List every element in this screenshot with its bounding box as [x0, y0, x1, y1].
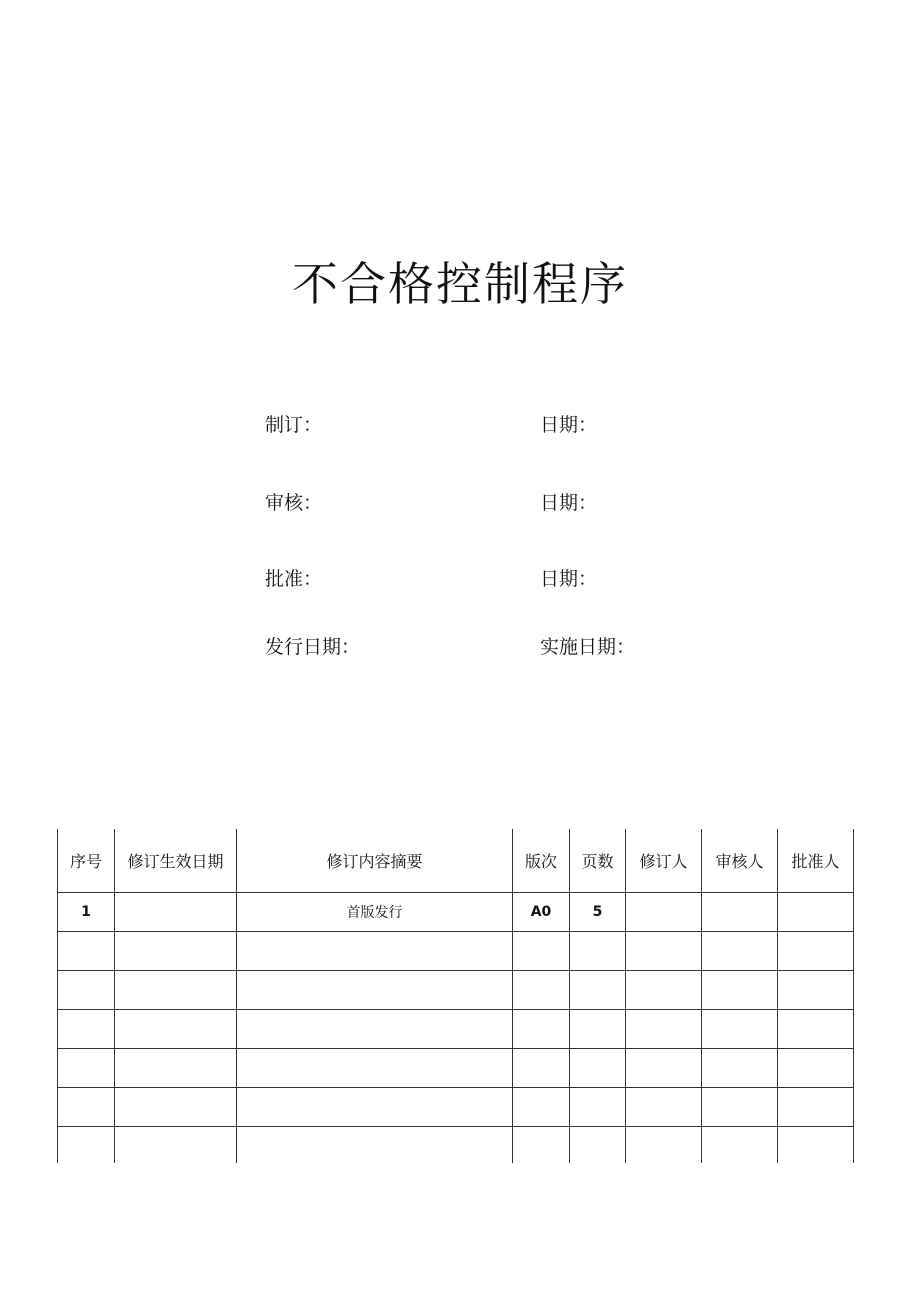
header-seq: 序号 — [58, 829, 115, 893]
table-cell — [626, 1049, 702, 1088]
table-cell — [702, 971, 778, 1010]
table-cell — [702, 932, 778, 971]
draft-label: 制订： — [265, 414, 323, 436]
table-cell — [778, 1088, 854, 1127]
table-cell — [570, 971, 626, 1010]
table-cell — [778, 1049, 854, 1088]
table-cell — [58, 1127, 115, 1164]
table-cell — [513, 971, 570, 1010]
table-cell — [778, 1127, 854, 1164]
table-cell — [237, 932, 513, 971]
table-cell — [702, 893, 778, 932]
table-cell — [237, 1088, 513, 1127]
table-row — [58, 1049, 854, 1088]
table-cell — [115, 1127, 237, 1164]
table-cell: 首版发行 — [237, 893, 513, 932]
table-cell — [513, 1088, 570, 1127]
effective-date-label: 实施日期： — [540, 636, 636, 658]
issue-date-label: 发行日期： — [265, 636, 361, 658]
table-cell — [58, 1088, 115, 1127]
table-cell — [58, 1049, 115, 1088]
table-cell — [58, 971, 115, 1010]
header-pages: 页数 — [570, 829, 626, 893]
table-cell — [115, 1088, 237, 1127]
table-row — [58, 1127, 854, 1164]
approve-date-label: 日期： — [540, 568, 598, 590]
table-cell — [702, 1010, 778, 1049]
table-cell — [778, 971, 854, 1010]
table-row — [58, 1088, 854, 1127]
table-cell — [702, 1049, 778, 1088]
table-header-row — [58, 829, 854, 893]
table-cell — [778, 932, 854, 971]
table-cell — [570, 1049, 626, 1088]
table-row — [58, 893, 854, 932]
table-cell — [115, 971, 237, 1010]
table-cell — [626, 932, 702, 971]
table-cell — [570, 932, 626, 971]
table-cell — [778, 1010, 854, 1049]
table-cell — [626, 1010, 702, 1049]
table-cell — [237, 1010, 513, 1049]
table-cell — [513, 1049, 570, 1088]
header-approver: 批准人 — [778, 829, 854, 893]
review-date-label: 日期： — [540, 492, 598, 514]
table-cell — [626, 893, 702, 932]
approve-label: 批准： — [265, 568, 323, 590]
table-cell — [513, 1010, 570, 1049]
table-row — [58, 1010, 854, 1049]
table-cell — [778, 893, 854, 932]
document-title: 不合格控制程序 — [292, 257, 628, 311]
table-cell — [570, 1010, 626, 1049]
table-cell — [626, 1127, 702, 1164]
table-cell — [237, 1127, 513, 1164]
table-cell — [702, 1127, 778, 1164]
header-effective-date: 修订生效日期 — [115, 829, 237, 893]
table-cell — [237, 971, 513, 1010]
draft-date-label: 日期： — [540, 414, 598, 436]
table-cell — [237, 1049, 513, 1088]
header-summary: 修订内容摘要 — [237, 829, 513, 893]
table-cell — [570, 1127, 626, 1164]
header-reviser: 修订人 — [626, 829, 702, 893]
table-cell — [115, 893, 237, 932]
table-cell — [626, 971, 702, 1010]
table-cell: 1 — [58, 893, 115, 932]
table-cell — [513, 1127, 570, 1164]
table-row — [58, 971, 854, 1010]
table-cell — [513, 932, 570, 971]
table-cell — [115, 1049, 237, 1088]
table-cell — [115, 1010, 237, 1049]
table-cell — [115, 932, 237, 971]
table-cell — [626, 1088, 702, 1127]
table-cell — [58, 1010, 115, 1049]
header-reviewer: 审核人 — [702, 829, 778, 893]
table-cell: 5 — [570, 893, 626, 932]
table-cell — [570, 1088, 626, 1127]
table-cell — [702, 1088, 778, 1127]
table-cell — [58, 932, 115, 971]
table-cell: A0 — [513, 893, 570, 932]
revision-table — [57, 829, 854, 1163]
table-row — [58, 932, 854, 971]
header-version: 版次 — [513, 829, 570, 893]
review-label: 审核： — [265, 492, 323, 514]
